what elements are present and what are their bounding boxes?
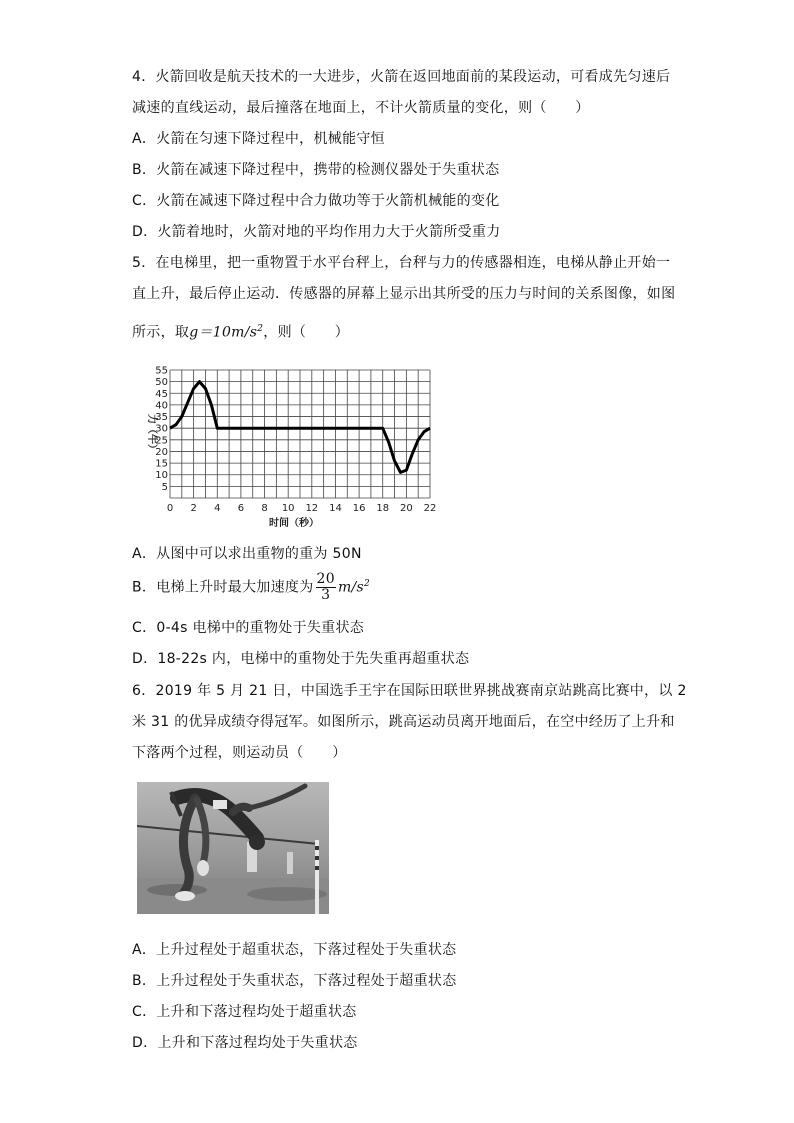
x-tick-label: 18 <box>376 503 390 514</box>
x-tick-label: 4 <box>214 503 221 514</box>
q5-option-b <box>132 572 370 603</box>
x-tick-label: 12 <box>305 503 319 514</box>
q5-option-b-fraction <box>316 572 336 603</box>
chart-grid <box>170 370 430 498</box>
y-tick-label: 25 <box>155 435 168 447</box>
q5-stem-line3-post: ，则（ ） <box>263 324 350 341</box>
y-tick-label: 20 <box>155 446 168 458</box>
high-jump-photo <box>137 782 329 914</box>
q5-gravity-formula: g＝10m/s <box>189 324 258 341</box>
fraction-denominator: 3 <box>321 587 331 603</box>
y-tick-label: 55 <box>155 365 168 377</box>
q6-stem-line1: 6．2019 年 5 月 21 日，中国选手王宇在国际田联世界挑战赛南京站跳高比赛中，以 2 <box>132 683 687 699</box>
x-tick-label: 6 <box>237 503 245 514</box>
q5-option-b-text: B．电梯上升时最大加速度为 <box>132 579 314 596</box>
x-tick-label: 16 <box>352 503 366 514</box>
q5-option-c: C．0-4s 电梯中的重物处于失重状态 <box>132 620 365 636</box>
chart-x-label: 时间（秒） <box>269 518 319 529</box>
x-tick-label: 8 <box>261 503 268 514</box>
y-tick-label: 50 <box>155 377 168 389</box>
y-tick-label: 5 <box>161 481 168 493</box>
fraction-numerator: 20 <box>316 571 335 587</box>
q6-option-d: D．上升和下落过程均处于失重状态 <box>132 1035 358 1051</box>
q5-stem-line2: 直上升，最后停止运动．传感器的屏幕上显示出其所受的压力与时间的关系图像，如图 <box>132 286 676 302</box>
y-tick-label: 35 <box>155 412 168 424</box>
q5-stem-line3 <box>132 320 349 342</box>
q5-stem-line3-pre: 所示，取 <box>132 324 190 341</box>
chart-y-label: 力（牛） <box>146 414 157 454</box>
q6-option-b: B．上升过程处于失重状态，下落过程处于超重状态 <box>132 973 457 989</box>
x-tick-label: 0 <box>166 503 174 514</box>
q6-stem-line2: 米 31 的优异成绩夺得冠军。如图所示，跳高运动员离开地面后，在空中经历了上升和 <box>132 714 675 730</box>
q4-stem-line1: 4．火箭回收是航天技术的一大进步，火箭在返回地面前的某段运动，可看成先匀速后 <box>132 69 671 85</box>
x-tick-label: 14 <box>329 503 342 514</box>
q6-option-a: A．上升过程处于超重状态，下落过程处于失重状态 <box>132 942 457 958</box>
q4-option-a: A．火箭在匀速下降过程中，机械能守恒 <box>132 131 385 147</box>
x-tick-label: 22 <box>423 503 437 514</box>
q5-option-b-unit-exponent: 2 <box>364 578 371 589</box>
y-tick-label: 30 <box>155 423 168 435</box>
y-tick-label: 15 <box>155 458 168 470</box>
x-tick-label: 2 <box>190 503 197 514</box>
force-time-chart <box>140 360 440 532</box>
chart-x-ticks <box>167 503 437 514</box>
q5-option-b-unit: m/s <box>337 579 365 596</box>
q6-option-c: C．上升和下落过程均处于超重状态 <box>132 1004 357 1020</box>
y-tick-label: 40 <box>155 400 168 412</box>
q4-option-d: D．火箭着地时，火箭对地的平均作用力大于火箭所受重力 <box>132 224 501 240</box>
q6-stem-line3: 下落两个过程，则运动员（ ） <box>132 745 347 761</box>
y-tick-label: 45 <box>155 388 168 400</box>
x-tick-label: 20 <box>399 503 413 514</box>
q4-option-b: B．火箭在减速下降过程中，携带的检测仪器处于失重状态 <box>132 162 500 178</box>
q5-stem-line1: 5．在电梯里，把一重物置于水平台秤上，台秤与力的传感器相连，电梯从静止开始一 <box>132 255 671 271</box>
q5-option-a: A．从图中可以求出重物的重为 50N <box>132 546 362 562</box>
x-tick-label: 10 <box>281 503 295 514</box>
y-tick-label: 10 <box>155 470 168 482</box>
q4-option-c: C．火箭在减速下降过程中合力做功等于火箭机械能的变化 <box>132 193 500 209</box>
q5-option-d: D．18-22s 内，电梯中的重物处于先失重再超重状态 <box>132 651 470 667</box>
q5-gravity-exponent: 2 <box>257 324 264 334</box>
q4-stem-line2: 减速的直线运动，最后撞落在地面上，不计火箭质量的变化，则（ ） <box>132 100 590 116</box>
